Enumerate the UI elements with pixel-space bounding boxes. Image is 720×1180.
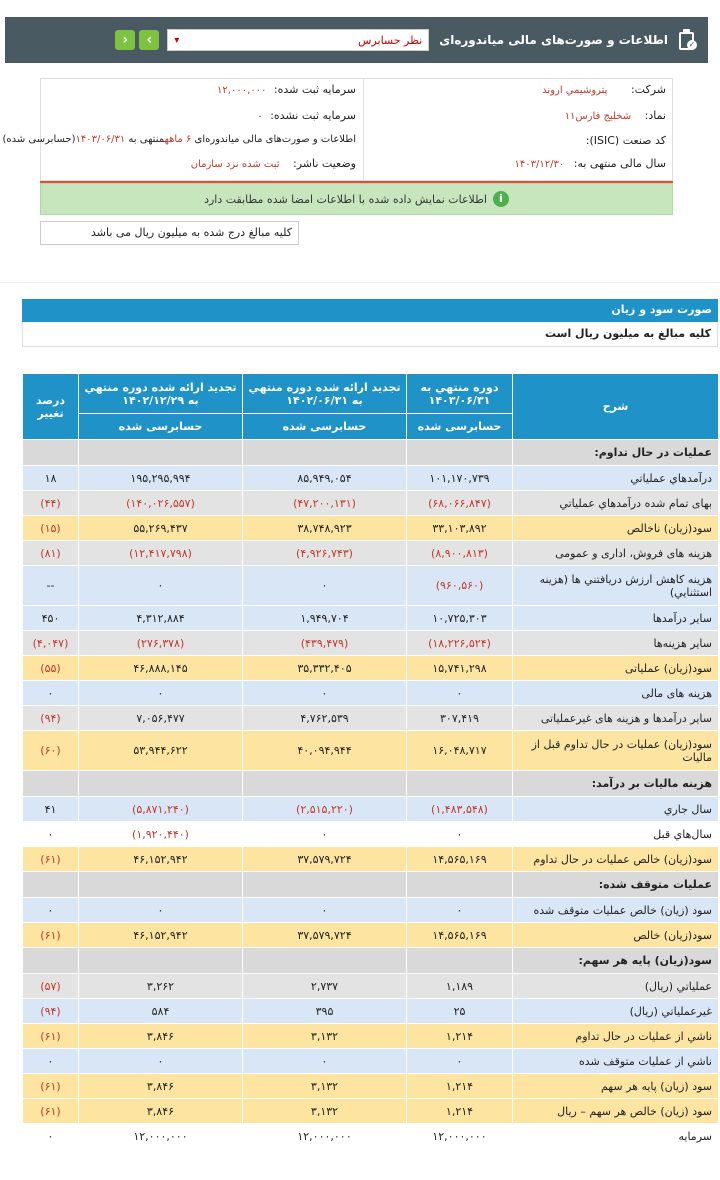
unregistered-capital-label: سرمایه ثبت نشده: bbox=[270, 109, 356, 122]
value-cell: ۷,۰۵۶,۴۷۷ bbox=[79, 706, 243, 731]
value-cell: ۰ bbox=[79, 566, 243, 606]
header-audited-3: حسابرسی شده bbox=[79, 414, 243, 440]
row-label: ساير درآمدها و هزينه هاى غيرعملياتى bbox=[513, 706, 719, 731]
change-percent-cell: ۰ bbox=[23, 1124, 79, 1149]
publisher-status-label: وضعیت ناشر: bbox=[293, 157, 356, 170]
table-row bbox=[23, 681, 719, 706]
page-title: اطلاعات و صورت‌های مالی میاندوره‌ای bbox=[439, 33, 668, 47]
section-empty-cell bbox=[243, 872, 407, 898]
page-header bbox=[5, 17, 708, 63]
publisher-status-row bbox=[191, 157, 356, 170]
row-label: هزينه هاى فروش، ادارى و عمومى bbox=[513, 541, 719, 566]
company-row bbox=[542, 83, 666, 96]
isic-label: کد صنعت (ISIC): bbox=[585, 134, 666, 147]
table-row bbox=[23, 656, 719, 681]
change-percent-cell: (۴,۰۴۷) bbox=[23, 631, 79, 656]
description-mid: منتهی به bbox=[128, 134, 165, 145]
row-label: درآمدهاي عملياتي bbox=[513, 466, 719, 491]
value-cell: ۳,۱۳۲ bbox=[243, 1074, 407, 1099]
value-cell: ۱,۹۴۹,۷۰۴ bbox=[243, 606, 407, 631]
value-cell: ۴۰,۰۹۴,۹۴۴ bbox=[243, 731, 407, 771]
value-cell: ۰ bbox=[79, 1049, 243, 1074]
table-row bbox=[23, 1099, 719, 1124]
description-period: ۶ ماهه bbox=[164, 134, 192, 145]
symbol-value: شخليج فارس۱۱ bbox=[564, 111, 632, 122]
table-row bbox=[23, 731, 719, 771]
row-label: عمليات متوقف شده: bbox=[513, 872, 719, 898]
row-label: سود(زيان) خالص عمليات در حال تداوم bbox=[513, 847, 719, 872]
report-type-value: نظر حسابرس bbox=[358, 33, 423, 47]
registered-capital-row bbox=[217, 83, 356, 96]
registered-capital-value: ۱۲,۰۰۰,۰۰۰ bbox=[217, 85, 267, 96]
isic-row bbox=[586, 134, 666, 147]
value-cell: ۱۰۱,۱۷۰,۷۳۹ bbox=[407, 466, 513, 491]
value-cell: ۴۶,۱۵۲,۹۴۲ bbox=[79, 923, 243, 948]
value-cell: (۱۸,۲۲۶,۵۲۴) bbox=[407, 631, 513, 656]
row-label: سود (زيان) خالص هر سهم – ريال bbox=[513, 1099, 719, 1124]
value-cell: ۳,۲۶۲ bbox=[79, 974, 243, 999]
value-cell: (۱۲,۴۱۷,۷۹۸) bbox=[79, 541, 243, 566]
table-body bbox=[23, 440, 719, 1149]
table-row bbox=[23, 566, 719, 606]
section-empty-cell bbox=[407, 872, 513, 898]
table-row bbox=[23, 631, 719, 656]
value-cell: (۱۴۰,۰۲۶,۵۵۷) bbox=[79, 491, 243, 516]
change-percent-cell: ۰ bbox=[23, 898, 79, 923]
section-empty-cell bbox=[243, 440, 407, 466]
row-label: ساير درآمدها bbox=[513, 606, 719, 631]
table-row bbox=[23, 1124, 719, 1149]
table-row bbox=[23, 706, 719, 731]
section-empty-cell bbox=[79, 948, 243, 974]
change-percent-cell: ۰ bbox=[23, 681, 79, 706]
value-cell: ۱,۲۱۴ bbox=[407, 1099, 513, 1124]
table-row bbox=[23, 797, 719, 822]
change-percent-cell: (۹۴) bbox=[23, 999, 79, 1024]
section-empty-cell bbox=[23, 440, 79, 466]
change-percent-cell: (۶۱) bbox=[23, 923, 79, 948]
change-percent-cell: -- bbox=[23, 566, 79, 606]
table-section-row bbox=[23, 872, 719, 898]
value-cell: ۱۹۵,۲۹۵,۹۹۴ bbox=[79, 466, 243, 491]
value-cell: ۳۰۷,۴۱۹ bbox=[407, 706, 513, 731]
value-cell: (۹۶۰,۵۶۰) bbox=[407, 566, 513, 606]
value-cell: ۰ bbox=[243, 681, 407, 706]
row-label: سال جاري bbox=[513, 797, 719, 822]
section-subtitle: کلیه مبالغ به میلیون ریال است bbox=[22, 322, 718, 347]
chevron-down-icon: ▾ bbox=[174, 34, 180, 46]
value-cell: ۳۷,۵۷۹,۷۲۴ bbox=[243, 923, 407, 948]
value-cell: ۴,۳۱۲,۸۸۴ bbox=[79, 606, 243, 631]
row-label: هزينه ماليات بر درآمد: bbox=[513, 771, 719, 797]
fiscal-year-label: سال مالی منتهی به: bbox=[573, 157, 666, 170]
section-empty-cell bbox=[243, 771, 407, 797]
value-cell: (۱,۹۲۰,۴۴۰) bbox=[79, 822, 243, 847]
row-label: سال‌هاي قبل bbox=[513, 822, 719, 847]
change-percent-cell: ۴۵۰ bbox=[23, 606, 79, 631]
verification-notice bbox=[40, 183, 673, 215]
value-cell: ۸۵,۹۴۹,۰۵۴ bbox=[243, 466, 407, 491]
fiscal-year-value: ۱۴۰۳/۱۲/۳۰ bbox=[514, 159, 565, 170]
section-empty-cell bbox=[79, 771, 243, 797]
description-prefix: اطلاعات و صورت‌های مالی میاندوره‌ای bbox=[194, 134, 356, 145]
value-cell: ۳۵,۳۳۲,۴۰۵ bbox=[243, 656, 407, 681]
header-audited-1: حسابرسی شده bbox=[407, 414, 513, 440]
row-label: هزينه کاهش ارزش دريافتني ها (هزينه استثنايي) bbox=[513, 566, 719, 606]
value-cell: (۲,۵۱۵,۲۲۰) bbox=[243, 797, 407, 822]
value-cell: ۱۲,۰۰۰,۰۰۰ bbox=[243, 1124, 407, 1149]
value-cell: ۵۳,۹۴۴,۶۲۲ bbox=[79, 731, 243, 771]
value-cell: ۴۶,۱۵۲,۹۴۲ bbox=[79, 847, 243, 872]
value-cell: ۱۴,۵۶۵,۱۶۹ bbox=[407, 847, 513, 872]
value-cell: ۰ bbox=[407, 898, 513, 923]
row-label: هزينه هاى مالى bbox=[513, 681, 719, 706]
table-row bbox=[23, 1024, 719, 1049]
table-section-row bbox=[23, 948, 719, 974]
change-percent-cell: ۰ bbox=[23, 1049, 79, 1074]
value-cell: (۱,۴۸۳,۵۴۸) bbox=[407, 797, 513, 822]
company-label: شرکت: bbox=[630, 83, 666, 96]
change-percent-cell: (۶۱) bbox=[23, 847, 79, 872]
value-cell: (۲۷۶,۳۷۸) bbox=[79, 631, 243, 656]
previous-report-button[interactable]: ‹ bbox=[115, 30, 135, 50]
change-percent-cell: (۶۰) bbox=[23, 731, 79, 771]
section-empty-cell bbox=[243, 948, 407, 974]
section-separator bbox=[0, 282, 720, 283]
unregistered-capital-value: ۰ bbox=[257, 111, 263, 122]
row-label: ناشي از عمليات در حال تداوم bbox=[513, 1024, 719, 1049]
company-info-box bbox=[2, 78, 673, 181]
value-cell: ۳,۸۴۶ bbox=[79, 1074, 243, 1099]
fiscal-year-row bbox=[515, 157, 666, 170]
header-audited-2: حسابرسی شده bbox=[243, 414, 407, 440]
section-title: صورت سود و زیان bbox=[22, 299, 718, 322]
value-cell: ۳,۱۳۲ bbox=[243, 1099, 407, 1124]
change-percent-cell: (۸۱) bbox=[23, 541, 79, 566]
value-cell: (۸,۹۰۰,۸۱۳) bbox=[407, 541, 513, 566]
value-cell: ۰ bbox=[79, 898, 243, 923]
row-label: سود (زيان) خالص عمليات متوقف شده bbox=[513, 898, 719, 923]
value-cell: ۰ bbox=[243, 822, 407, 847]
row-label: سود(زيان) عمليات در حال تداوم قبل از ماليات bbox=[513, 731, 719, 771]
value-cell: ۳۹۵ bbox=[243, 999, 407, 1024]
info-icon: i bbox=[493, 191, 509, 207]
table-row bbox=[23, 491, 719, 516]
unregistered-capital-row bbox=[257, 109, 356, 122]
value-cell: ۳۷,۵۷۹,۷۲۴ bbox=[243, 847, 407, 872]
value-cell: ۱۵,۷۴۱,۲۹۸ bbox=[407, 656, 513, 681]
change-percent-cell: (۴۴) bbox=[23, 491, 79, 516]
row-label: ناشي از عمليات متوقف شده bbox=[513, 1049, 719, 1074]
verification-notice-text: اطلاعات نمایش داده شده با اطلاعات امضا شده مطابقت دارد bbox=[204, 192, 487, 206]
value-cell: ۰ bbox=[243, 1049, 407, 1074]
table-row bbox=[23, 466, 719, 491]
value-cell: (۴۷,۲۰۰,۱۳۱) bbox=[243, 491, 407, 516]
value-cell: ۲۵ bbox=[407, 999, 513, 1024]
value-cell: ۳۸,۷۴۸,۹۲۳ bbox=[243, 516, 407, 541]
header-period-3: تجدید ارائه شده دوره منتهي به ۱۴۰۲/۱۲/۲۹ bbox=[79, 374, 243, 414]
table-row bbox=[23, 1074, 719, 1099]
value-cell: (۵,۸۷۱,۲۴۰) bbox=[79, 797, 243, 822]
amount-unit-note: کلیه مبالغ درج شده به میلیون ریال می باشد bbox=[40, 221, 299, 245]
header-period-2: تجدید ارائه شده دوره منتهي به ۱۴۰۲/۰۶/۳۱ bbox=[243, 374, 407, 414]
company-value: پتروشيمي اروند bbox=[542, 85, 608, 96]
value-cell: ۰ bbox=[407, 822, 513, 847]
section-empty-cell bbox=[23, 948, 79, 974]
description-date: ۱۴۰۳/۰۶/۳۱ bbox=[75, 134, 126, 145]
info-divider bbox=[363, 79, 364, 180]
value-cell: ۰ bbox=[407, 681, 513, 706]
income-statement-table bbox=[22, 373, 719, 1149]
value-cell: ۱,۲۱۴ bbox=[407, 1074, 513, 1099]
table-row bbox=[23, 999, 719, 1024]
change-percent-cell: (۵۷) bbox=[23, 974, 79, 999]
value-cell: ۳,۱۳۲ bbox=[243, 1024, 407, 1049]
row-label: سود(زيان) ناخالص bbox=[513, 516, 719, 541]
value-cell: ۴۶,۸۸۸,۱۴۵ bbox=[79, 656, 243, 681]
value-cell: ۴,۷۶۲,۵۳۹ bbox=[243, 706, 407, 731]
row-label: غيرعملياتي (ريال) bbox=[513, 999, 719, 1024]
row-label: سود(زيان) خالص bbox=[513, 923, 719, 948]
table-row bbox=[23, 822, 719, 847]
row-label: سود(زيان) عملياتى bbox=[513, 656, 719, 681]
value-cell: ۱۲,۰۰۰,۰۰۰ bbox=[407, 1124, 513, 1149]
row-label: بهاى تمام شده درآمدهاي عملياتي bbox=[513, 491, 719, 516]
table-row bbox=[23, 541, 719, 566]
change-percent-cell: ۴۱ bbox=[23, 797, 79, 822]
change-percent-cell: (۶۱) bbox=[23, 1074, 79, 1099]
table-row bbox=[23, 1049, 719, 1074]
value-cell: ۲,۷۳۷ bbox=[243, 974, 407, 999]
change-percent-cell: (۹۴) bbox=[23, 706, 79, 731]
value-cell: ۳,۸۴۶ bbox=[79, 1099, 243, 1124]
table-row bbox=[23, 898, 719, 923]
change-percent-cell: (۱۵) bbox=[23, 516, 79, 541]
row-label: سرمايه bbox=[513, 1124, 719, 1149]
next-report-button[interactable]: › bbox=[139, 30, 159, 50]
section-empty-cell bbox=[23, 872, 79, 898]
section-empty-cell bbox=[407, 948, 513, 974]
value-cell: ۱۴,۵۶۵,۱۶۹ bbox=[407, 923, 513, 948]
value-cell: ۳,۸۴۶ bbox=[79, 1024, 243, 1049]
symbol-label: نماد: bbox=[644, 109, 666, 122]
value-cell: ۱۲,۰۰۰,۰۰۰ bbox=[79, 1124, 243, 1149]
table-row bbox=[23, 516, 719, 541]
value-cell: (۴,۹۲۶,۷۴۳) bbox=[243, 541, 407, 566]
value-cell: (۶۸,۰۶۶,۸۴۷) bbox=[407, 491, 513, 516]
table-row bbox=[23, 606, 719, 631]
table-section-row bbox=[23, 771, 719, 797]
value-cell: ۱۶,۰۴۸,۷۱۷ bbox=[407, 731, 513, 771]
report-type-select[interactable] bbox=[167, 29, 429, 51]
value-cell: ۵۵,۲۶۹,۴۳۷ bbox=[79, 516, 243, 541]
description-suffix: (حسابرسی شده) bbox=[2, 134, 76, 145]
statement-description bbox=[2, 134, 356, 145]
value-cell: (۴۳۹,۴۷۹) bbox=[243, 631, 407, 656]
row-label: عملياتي (ريال) bbox=[513, 974, 719, 999]
value-cell: ۳۳,۱۰۳,۸۹۲ bbox=[407, 516, 513, 541]
change-percent-cell: (۶۱) bbox=[23, 1099, 79, 1124]
row-label: سود(زيان) پايه هر سهم: bbox=[513, 948, 719, 974]
section-empty-cell bbox=[407, 440, 513, 466]
row-label: سود (زيان) پايه هر سهم bbox=[513, 1074, 719, 1099]
change-percent-cell: ۰ bbox=[23, 822, 79, 847]
header-description: شرح bbox=[513, 374, 719, 440]
value-cell: ۱۰,۷۲۵,۳۰۳ bbox=[407, 606, 513, 631]
value-cell: ۱,۲۱۴ bbox=[407, 1024, 513, 1049]
change-percent-cell: ۱۸ bbox=[23, 466, 79, 491]
table-row bbox=[23, 847, 719, 872]
change-percent-cell: (۶۱) bbox=[23, 1024, 79, 1049]
value-cell: ۰ bbox=[79, 681, 243, 706]
value-cell: ۰ bbox=[407, 1049, 513, 1074]
symbol-row bbox=[565, 109, 666, 122]
publisher-status-value: ثبت شده نزد سازمان bbox=[190, 159, 280, 170]
header-period-1: دوره منتهي به ۱۴۰۳/۰۶/۳۱ bbox=[407, 374, 513, 414]
value-cell: ۱,۱۸۹ bbox=[407, 974, 513, 999]
change-percent-cell: (۵۵) bbox=[23, 656, 79, 681]
row-label: عمليات در حال تداوم: bbox=[513, 440, 719, 466]
section-empty-cell bbox=[407, 771, 513, 797]
section-empty-cell bbox=[23, 771, 79, 797]
table-row bbox=[23, 974, 719, 999]
section-empty-cell bbox=[79, 872, 243, 898]
registered-capital-label: سرمایه ثبت شده: bbox=[273, 83, 356, 96]
table-section-row bbox=[23, 440, 719, 466]
header-change-percent: درصد تغيير bbox=[23, 374, 79, 440]
table-row bbox=[23, 923, 719, 948]
row-label: ساير هزينه‌ها bbox=[513, 631, 719, 656]
value-cell: ۰ bbox=[243, 898, 407, 923]
clipboard-check-icon: ✓ bbox=[676, 29, 698, 51]
value-cell: ۰ bbox=[243, 566, 407, 606]
section-empty-cell bbox=[79, 440, 243, 466]
value-cell: ۵۸۴ bbox=[79, 999, 243, 1024]
